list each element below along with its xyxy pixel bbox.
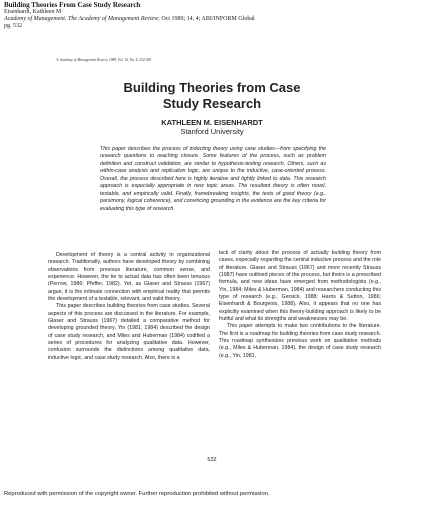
article-title (0, 80, 424, 111)
body-paragraph: Development of theory is a central activity in organizational research. Traditionally, authors have developed theory by combining observations from previous literature, common sense, and experience. However, the tie to actual data has often been tenuous (Perrow, 1986; Pfeffer, 1982). Yet, as Glaser and Strauss (1967) argue, it is the intimate connection with empirical reality that permits the development of a testable, relevant, and valid theory. (48, 252, 210, 303)
body-column-left (48, 252, 210, 362)
article-title-line-2: Study Research (162, 95, 262, 111)
body-paragraph: lack of clarity about the process of actually building theory from cases, especially regarding the central inductive process and the role of literature. Glaser and Strauss (1967) and more recently Strauss (1987) have outlined pieces of the process, but theirs is a prescribed formula, and new ideas have emerged from methodologists (e.g., Yin, 1984; Miles & Huberman, 1984) and researchers conducting this type of research (e.g., Gersick, 1988; Harris & Sutton, 1986; Eisenhardt & Bourgeois, 1988). Also, it appears that no one has explicitly examined when this theory-building approach is likely to be fruitful and what its strengths and weaknesses may be. (219, 250, 381, 323)
header-page: pg. 532 (4, 23, 22, 29)
header-title: Building Theories From Case Study Research (4, 1, 141, 9)
page-number: 532 (207, 457, 217, 463)
article-abstract: This paper describes the process of inducting theory using case studies—from specifying the research questions to reaching closure. Some features of the process, such as problem definition and construct validation, are similar to hypothesis-testing research. Others, such as within-case analysis and replication logic, are unique to the inductive, case-oriented process. Overall, the process described here is highly iterative and tightly linked to data. This research approach is especially appropriate in new topic areas. The resultant theory is often novel, testable, and empirically valid. Finally, framebreaking insights, the tests of good theory (e.g., parsimony, logical coherence), and convincing grounding in the evidence are the key criteria for evaluating this type of research. (100, 146, 326, 212)
header-source (4, 16, 420, 23)
document-header (4, 1, 420, 30)
body-column-right (219, 250, 381, 360)
article-title-line-1: Building Theories from Case (123, 80, 301, 95)
journal-citation: ® Academy of Management Review, 1989, Vol. 14, No. 4, 532-550 (56, 58, 152, 62)
header-journal: Academy of Management. The Academy of Management Review (4, 16, 159, 22)
header-details: ; Oct 1989; 14, 4; ABI/INFORM Global (158, 16, 255, 22)
article-affiliation: Stanford University (180, 127, 244, 136)
copyright-footer: Reproduced with permission of the copyright owner. Further reproduction prohibited without permission. (4, 491, 270, 497)
article-author: KATHLEEN M. EISENHARDT (161, 118, 263, 127)
body-paragraph: This paper describes building theories from case studies. Several aspects of this process are discussed in the literature. For example, Glaser and Strauss (1967) detailed a comparative method for developing grounded theory. Yin (1981, 1984) described the design of case study research, and Miles and Huberman (1984) codified a series of procedures for analyzing qualitative data. However, confusion surrounds the distinctions among qualitative data, inductive logic, and case study research. Also, there is a (48, 303, 210, 361)
body-paragraph: This paper attempts to make two contributions to the literature. The first is a roadmap for building theories from case study research. This roadmap synthesizes previous work on qualitative methods (e.g., Miles & Huberman, 1984), the design of case study research (e.g., Yin, 1981, (219, 323, 381, 359)
header-author: Eisenhardt, Kathleen M (4, 9, 62, 15)
